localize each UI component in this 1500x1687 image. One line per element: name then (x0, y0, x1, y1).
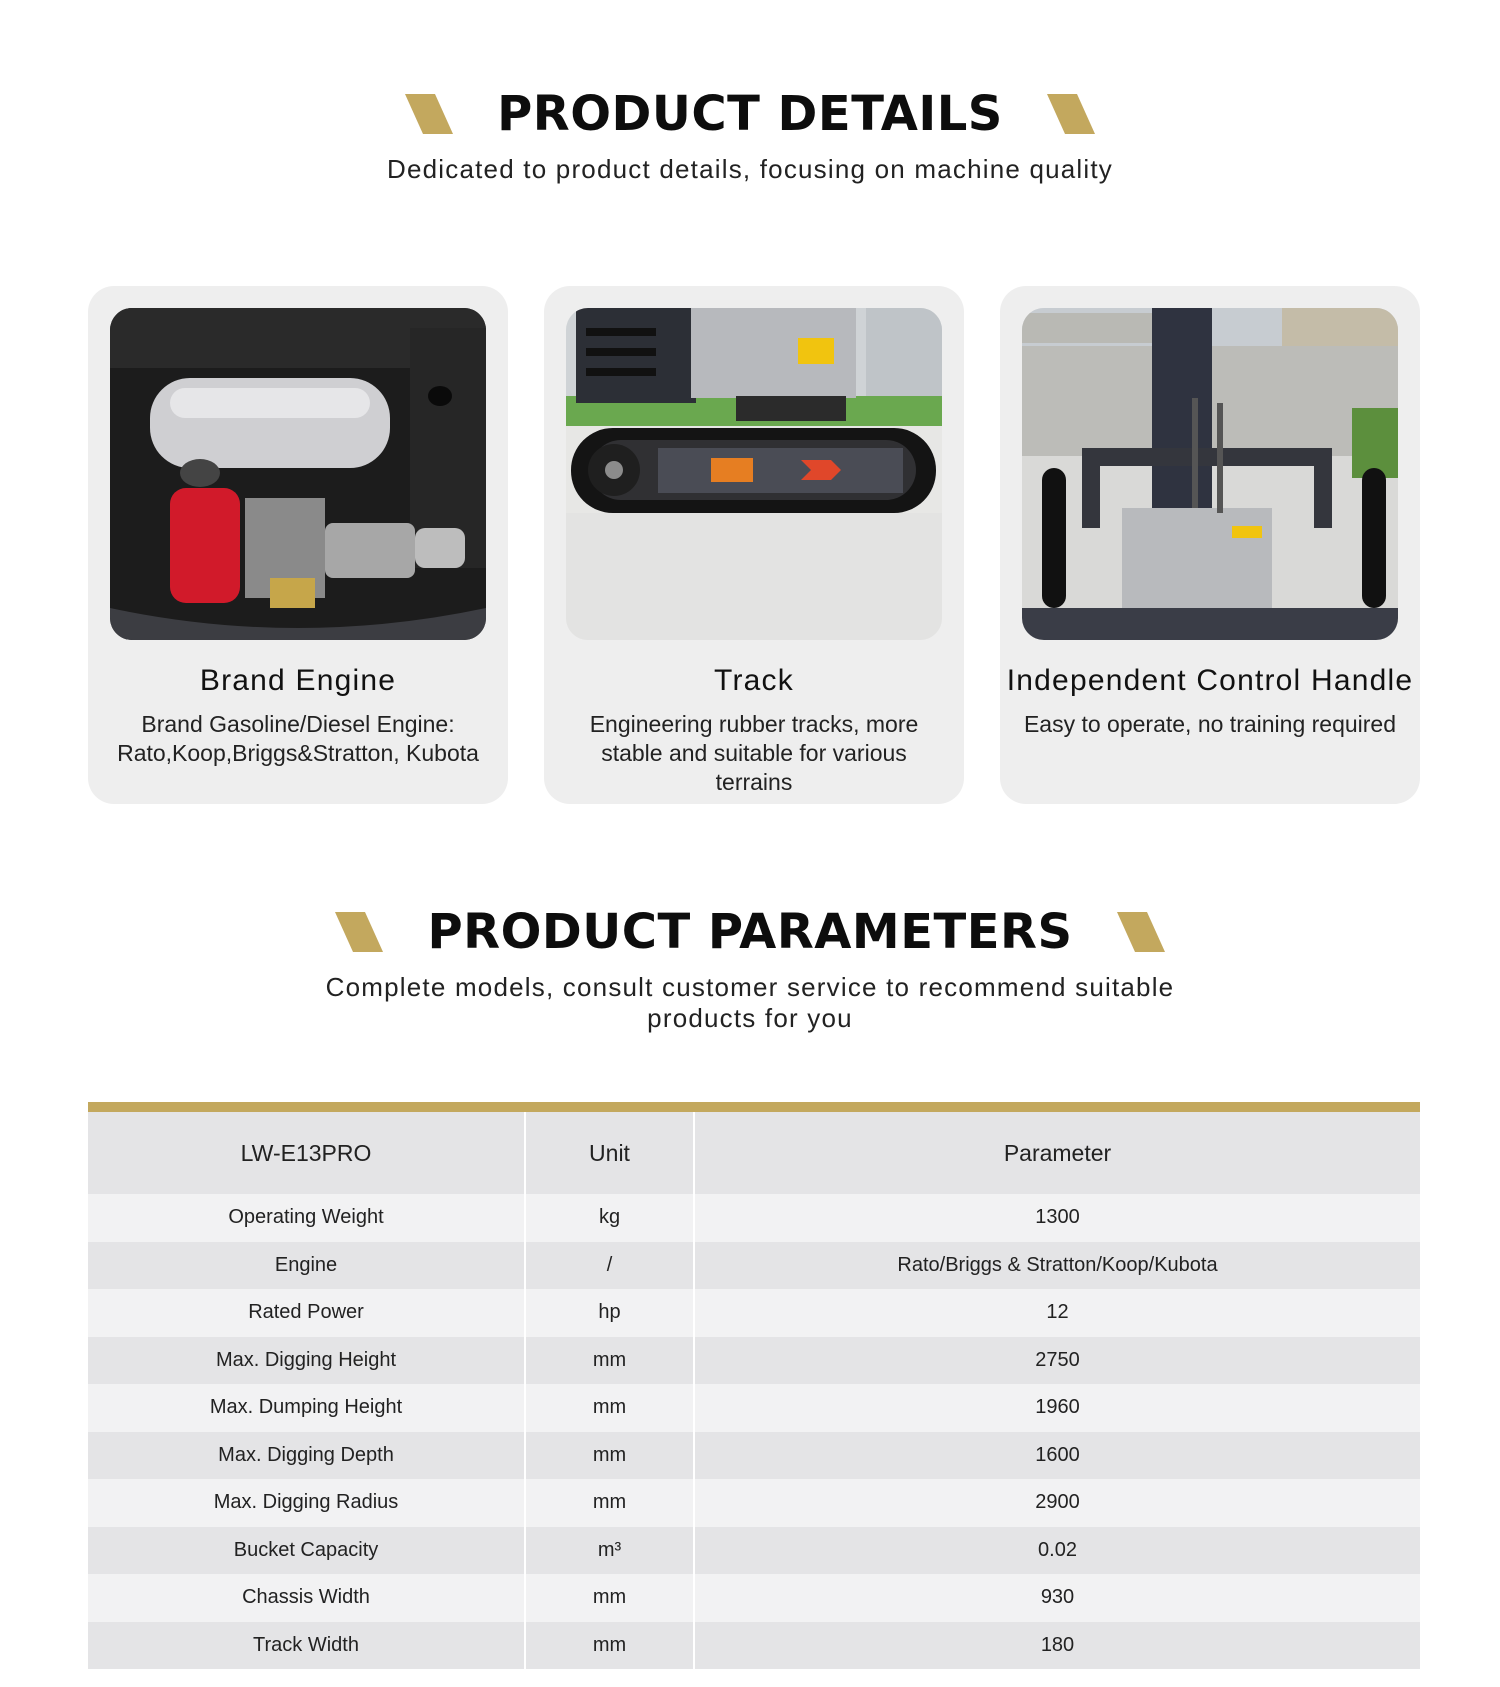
row-label: Max. Digging Radius (88, 1479, 525, 1527)
track-photo (566, 308, 942, 640)
parameters-title: PRODUCT PARAMETERS (427, 904, 1073, 960)
table-row (88, 1432, 1420, 1480)
table-row (88, 1479, 1420, 1527)
row-value: 180 (694, 1622, 1420, 1670)
details-subtitle: Dedicated to product details, focusing on machine quality (386, 154, 1114, 184)
row-value: 2750 (694, 1337, 1420, 1385)
row-unit: hp (525, 1289, 694, 1337)
row-unit: / (525, 1242, 694, 1290)
details-header (0, 86, 1500, 185)
card-description: Easy to operate, no training required (1023, 711, 1397, 737)
card-title: Brand Engine (199, 664, 397, 697)
feature-card-control-handle (1000, 286, 1420, 804)
card-title: Track (714, 664, 794, 697)
row-value: 1600 (694, 1432, 1420, 1480)
card-description: Brand Gasoline/Diesel Engine: Rato,Koop,Briggs&Stratton, Kubota (117, 711, 479, 766)
row-label: Chassis Width (88, 1574, 525, 1622)
row-label: Rated Power (88, 1289, 525, 1337)
table-row (88, 1574, 1420, 1622)
control-handle-photo (1022, 308, 1398, 640)
header-unit: Unit (525, 1112, 694, 1194)
table-header-row (88, 1112, 1420, 1194)
feature-card-engine (88, 286, 508, 804)
row-unit: mm (525, 1432, 694, 1480)
row-label: Operating Weight (88, 1194, 525, 1242)
details-title: PRODUCT DETAILS (497, 86, 1003, 142)
table-gold-bar (88, 1102, 1420, 1112)
row-value: 930 (694, 1574, 1420, 1622)
row-unit: mm (525, 1622, 694, 1670)
parameters-header (0, 904, 1500, 1034)
table-row (88, 1384, 1420, 1432)
row-unit: kg (525, 1194, 694, 1242)
card-title: Independent Control Handle (1006, 664, 1414, 697)
table-row (88, 1242, 1420, 1290)
header-model: LW-E13PRO (88, 1112, 525, 1194)
row-value: 0.02 (694, 1527, 1420, 1575)
row-unit: mm (525, 1574, 694, 1622)
row-label: Max. Digging Depth (88, 1432, 525, 1480)
row-label: Track Width (88, 1622, 525, 1670)
card-description: Engineering rubber tracks, more stable and suitable for various terrains (589, 711, 919, 795)
header-parameter: Parameter (694, 1112, 1420, 1194)
row-label: Max. Dumping Height (88, 1384, 525, 1432)
row-unit: mm (525, 1384, 694, 1432)
row-value: 12 (694, 1289, 1420, 1337)
row-unit: mm (525, 1479, 694, 1527)
gold-slash-decoration-icon (1117, 912, 1165, 952)
gold-slash-decoration-icon (1047, 94, 1095, 134)
engine-photo (110, 308, 486, 640)
row-label: Engine (88, 1242, 525, 1290)
table-row (88, 1337, 1420, 1385)
parameters-subtitle-line: products for you (647, 1003, 853, 1033)
row-value: 1300 (694, 1194, 1420, 1242)
row-value: 2900 (694, 1479, 1420, 1527)
parameters-subtitle (0, 972, 1500, 1034)
row-label: Bucket Capacity (88, 1527, 525, 1575)
table-row (88, 1622, 1420, 1670)
row-value: 1960 (694, 1384, 1420, 1432)
table-row (88, 1194, 1420, 1242)
feature-card-track (544, 286, 964, 804)
row-unit: mm (525, 1337, 694, 1385)
row-label: Max. Digging Height (88, 1337, 525, 1385)
table-row (88, 1289, 1420, 1337)
parameters-table (88, 1102, 1420, 1669)
parameters-subtitle-line: Complete models, consult customer service to recommend suitable (325, 972, 1175, 1002)
table-row (88, 1527, 1420, 1575)
gold-slash-decoration-icon (335, 912, 383, 952)
feature-cards (88, 286, 1420, 804)
gold-slash-decoration-icon (405, 94, 453, 134)
row-unit: m³ (525, 1527, 694, 1575)
row-value: Rato/Briggs & Stratton/Koop/Kubota (694, 1242, 1420, 1290)
